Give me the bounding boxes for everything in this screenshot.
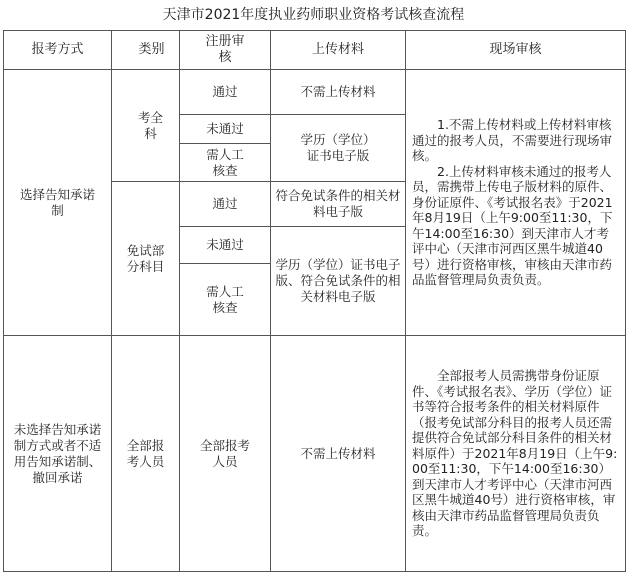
onsite-note-p1: 1.不需上传材料或上传材料审核通过的报考人员，不需要进行现场审核。 (412, 117, 613, 164)
upload-none: 不需上传材料 (271, 336, 406, 572)
onsite-review-note (406, 70, 626, 336)
review-passed: 通过 (180, 70, 271, 115)
upload-none: 不需上传材料 (271, 70, 406, 115)
upload-degree-and-exemption: 学历（学位）证书电子版、符合免试条件的相关材料电子版 (271, 227, 406, 336)
header-method: 报考方式 (4, 31, 112, 70)
onsite-note-p2: 2.上传材料审核未通过的报考人员，需携带上传电子版材料的原件、身份证原件、《考试报名表》于2021年8月19日（上午9:00至11:30，下午14:00至16:30）到天津市人才考评中心（天津市河西区黑牛城道40号）进行资格审核，审核由天津市药品监督管理局负责负责。 (412, 163, 613, 288)
table-row (4, 336, 626, 572)
method-no-commitment: 未选择告知承诺制方式或者不适用告知承诺制、撤回承诺 (4, 336, 112, 572)
review-manual-check: 需人工核查 (180, 144, 271, 182)
header-onsite: 现场审核 (406, 31, 626, 70)
header-category: 类别 (112, 31, 180, 70)
review-manual-check: 需人工核查 (180, 264, 271, 336)
review-passed: 通过 (180, 182, 271, 227)
review-all-applicants: 全部报考人员 (180, 336, 271, 572)
category-all-applicants: 全部报考人员 (112, 336, 180, 572)
onsite-review-all: 全部报考人员需携带身份证原件、《考试报名表》、学历（学位）证书等符合报考条件的相关材料原件（报考免试部分科目的报考人员还需提供符合免试部分科目条件的相关材料原件）于2021年8月19日（上午9:00至11:30，下午14:00至16:30）到天津市人才考评中心（天津市河西区黑牛城道40号）进行资格审核，审核由天津市药品监督管理局负责负责。 (406, 336, 626, 572)
category-full-subjects: 考全科 (112, 70, 180, 182)
document-title: 天津市2021年度执业药师职业资格考试核查流程 (162, 7, 465, 23)
header-upload: 上传材料 (271, 31, 406, 70)
header-review: 注册审核 (180, 31, 271, 70)
category-partial-exemption: 免试部分科目 (112, 182, 180, 336)
review-failed: 未通过 (180, 227, 271, 264)
review-process-table (3, 30, 626, 572)
review-failed: 未通过 (180, 115, 271, 144)
upload-degree-certificate: 学历（学位）证书电子版 (271, 115, 406, 182)
upload-exemption-materials: 符合免试条件的相关材料电子版 (271, 182, 406, 227)
method-commitment: 选择告知承诺制 (4, 70, 112, 336)
table-row (4, 70, 626, 115)
header-row (4, 31, 626, 70)
